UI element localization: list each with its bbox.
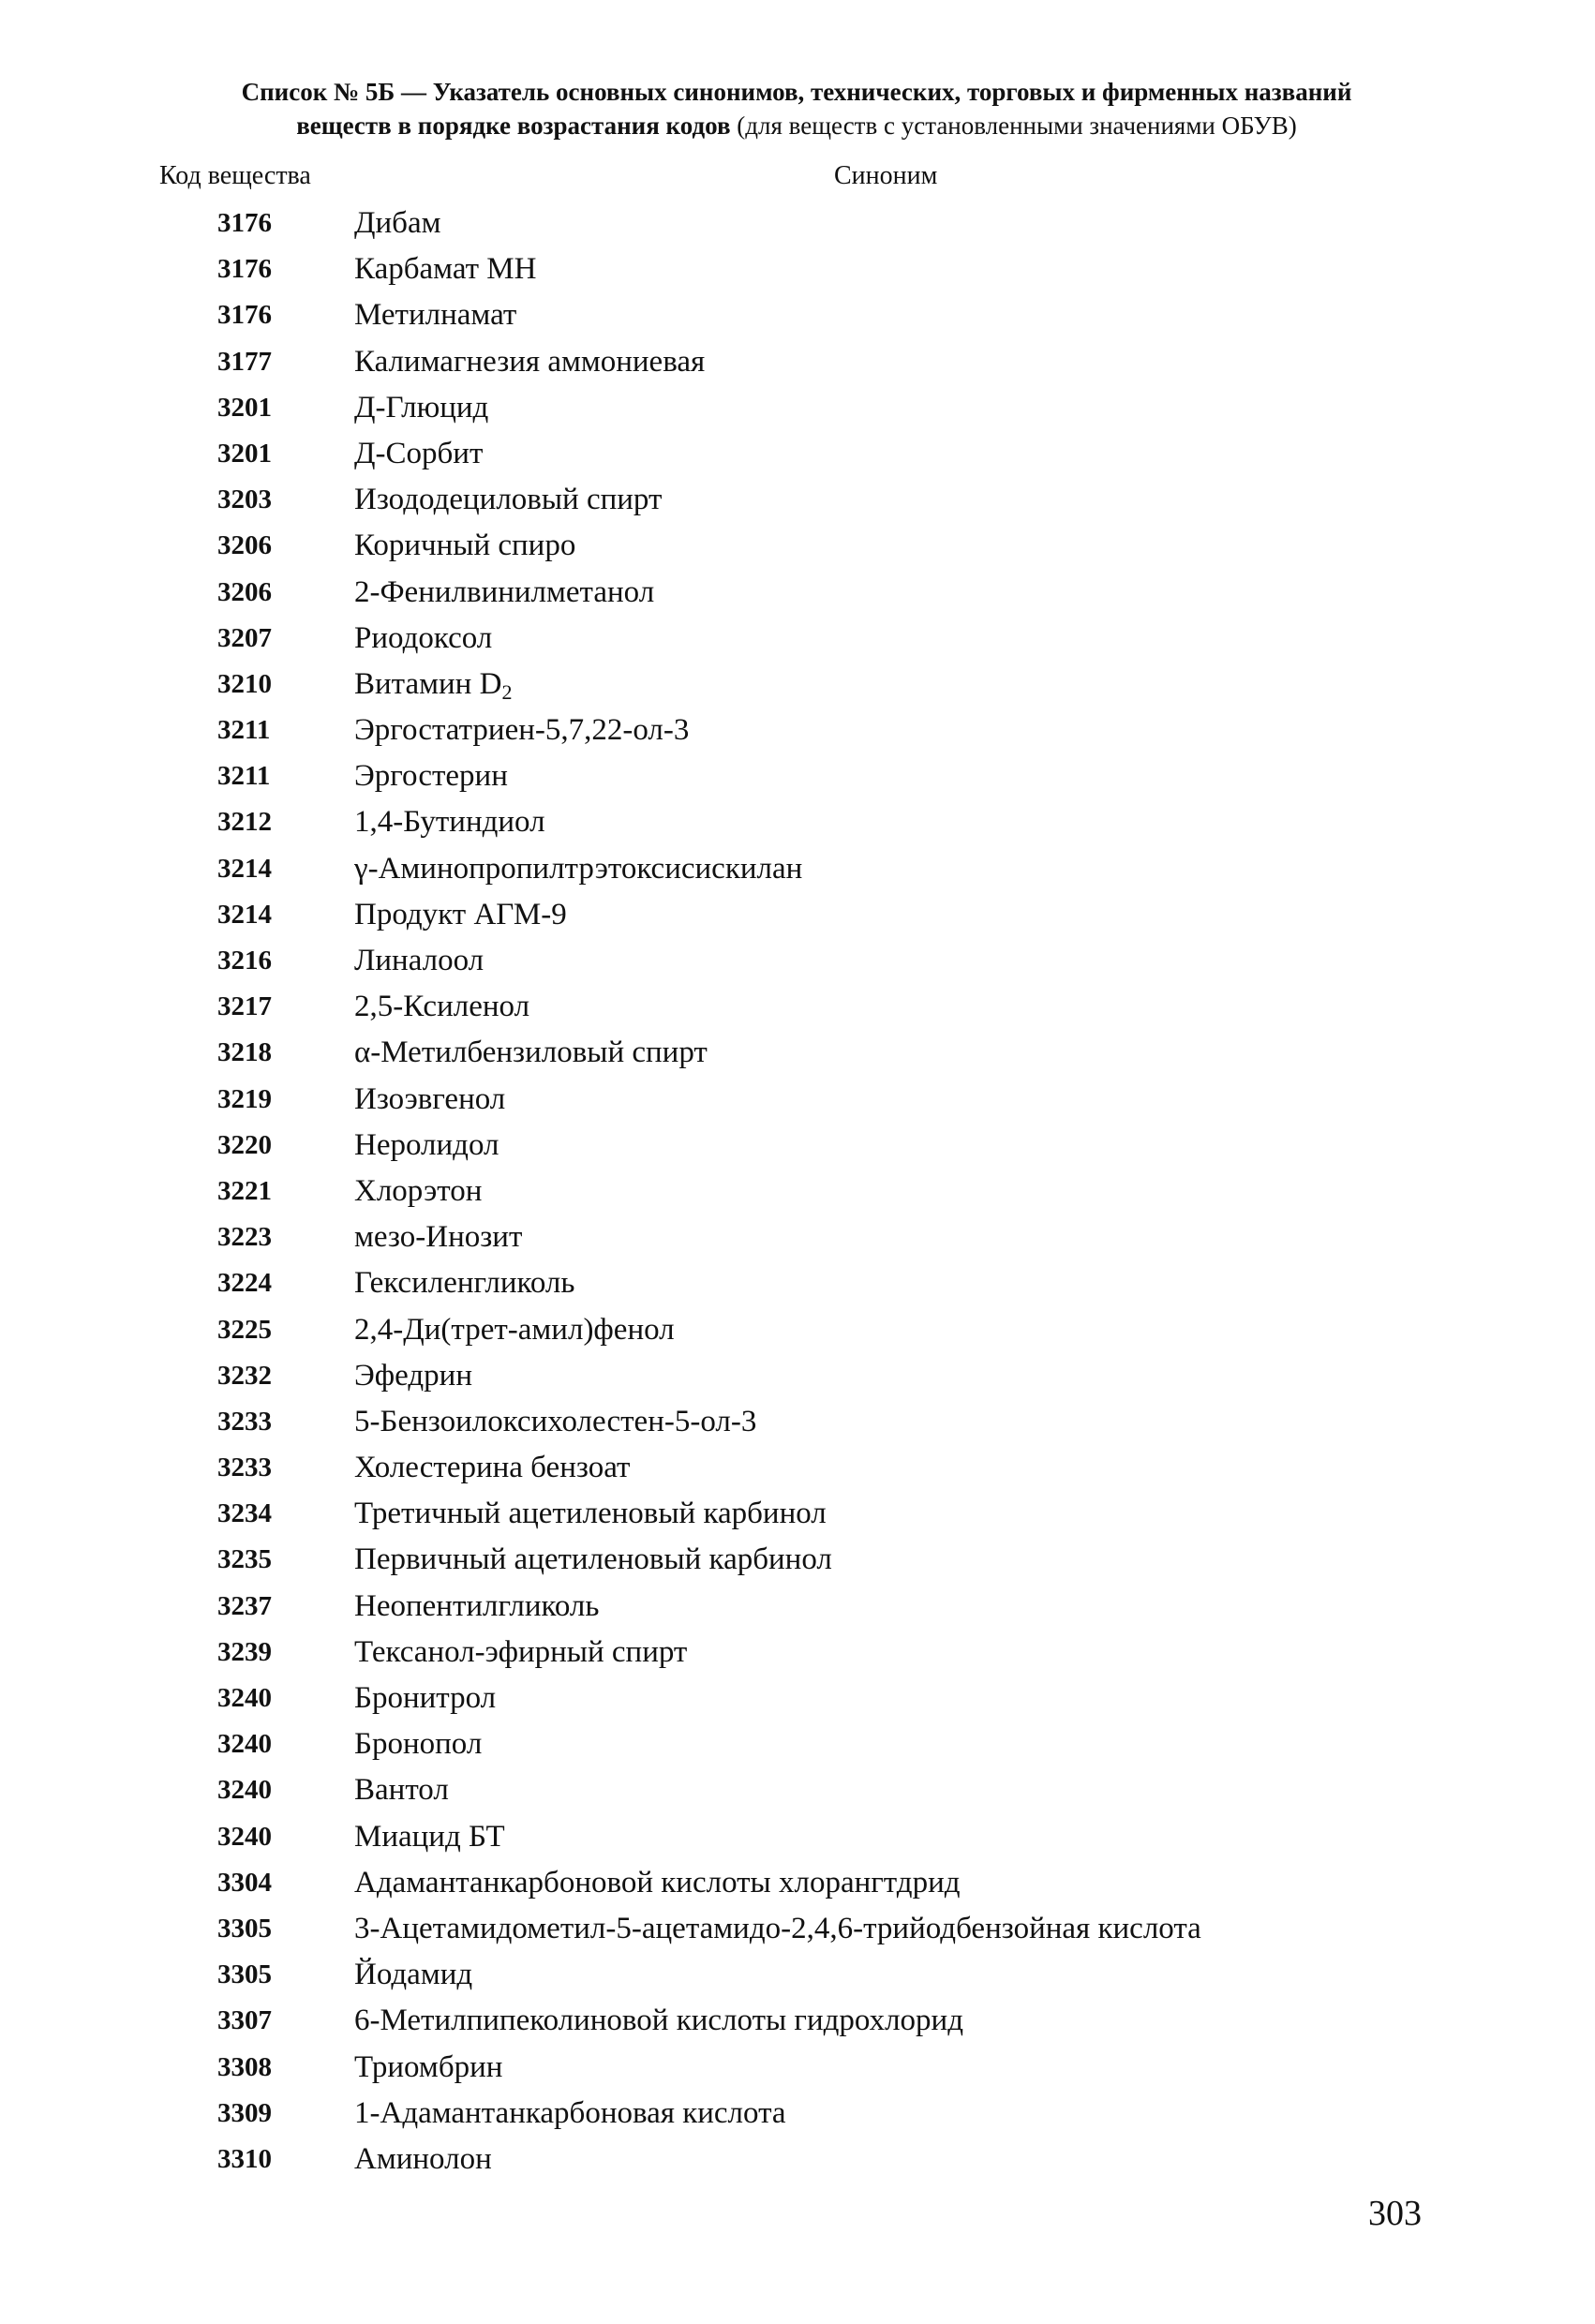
substance-code: 3212: [217, 807, 272, 838]
synonym-text: Третичный ацетиленовый карбинол: [354, 1497, 827, 1531]
synonym: [354, 1353, 472, 1399]
synonym: [354, 570, 654, 616]
synonym-table: [0, 201, 1595, 2182]
synonym: [354, 616, 492, 662]
substance-code: 3206: [217, 530, 272, 561]
table-row: [0, 1952, 1595, 1998]
table-row: [0, 1077, 1595, 1123]
synonym: [354, 1123, 499, 1169]
synonym-text: 2,5-Ксиленол: [354, 990, 530, 1024]
substance-code: 3201: [217, 392, 272, 423]
substance-code: 3211: [217, 761, 271, 792]
synonym-text: Тексанол-эфирный спирт: [354, 1634, 688, 1669]
table-row: [0, 662, 1595, 708]
table-row: [0, 1767, 1595, 1813]
synonym: [354, 201, 441, 246]
synonym-text: Первичный ацетиленовый карбинол: [354, 1542, 832, 1577]
heading-line-1: Список № 5Б — Указатель основных синонимов, технических, торговых и фирменных названий: [241, 78, 1352, 106]
substance-code: 3237: [217, 1590, 272, 1621]
table-row: [0, 1445, 1595, 1491]
substance-code: 3206: [217, 576, 272, 607]
table-row: [0, 1814, 1595, 1860]
synonym-text: Хлорэтон: [354, 1173, 483, 1208]
synonym: [354, 662, 512, 708]
substance-code: 3305: [217, 1959, 272, 1990]
synonym: [354, 1952, 472, 1998]
synonym-text: Линалоол: [354, 944, 484, 977]
table-row: [0, 431, 1595, 477]
table-row: [0, 1307, 1595, 1353]
synonym: [354, 1214, 522, 1260]
synonym: [354, 1445, 630, 1491]
table-row: [0, 1491, 1595, 1537]
table-row: [0, 339, 1595, 385]
synonym: [354, 1169, 482, 1214]
table-row: [0, 201, 1595, 246]
heading-line-2-rest: (для веществ с установленными значениями ОБУВ): [730, 112, 1297, 140]
synonym-text: α-Метилбензиловый спирт: [354, 1035, 708, 1070]
substance-code: 3217: [217, 991, 272, 1022]
table-row: [0, 1998, 1595, 2044]
synonym-text: 6-Метилпипеколиновой кислоты гидрохлорид: [354, 2004, 963, 2038]
table-row: [0, 708, 1595, 753]
substance-code: 3309: [217, 2097, 272, 2128]
substance-code: 3214: [217, 899, 272, 930]
synonym-text: Йодамид: [354, 1958, 473, 1992]
synonym: [354, 1537, 832, 1583]
table-row: [0, 2137, 1595, 2182]
substance-code: 3239: [217, 1636, 272, 1667]
column-header-synonym: Синоним: [834, 161, 938, 190]
synonym-text: Калимагнезия аммониевая: [354, 344, 706, 379]
substance-code: 3232: [217, 1360, 272, 1391]
synonym-text: Коричный спиро: [354, 529, 576, 563]
synonym: [354, 477, 662, 523]
synonym: [354, 1767, 449, 1813]
heading-line-2: [141, 109, 1453, 142]
synonym-text: 5-Бензоилоксихолестен-5-ол-3: [354, 1404, 757, 1438]
synonym-text: Вантол: [354, 1773, 449, 1808]
substance-code: 3211: [217, 715, 271, 746]
synonym: [354, 431, 483, 477]
substance-code: 3223: [217, 1222, 272, 1253]
substance-code: 3177: [217, 346, 272, 377]
synonym-text: Д-Сорбит: [354, 436, 484, 470]
substance-code: 3221: [217, 1175, 272, 1206]
heading-line-2-bold: веществ в порядке возрастания кодов: [296, 112, 731, 140]
table-row: [0, 1721, 1595, 1767]
substance-code: 3305: [217, 1913, 272, 1944]
synonym: [354, 2091, 786, 2137]
synonym: [354, 292, 516, 338]
table-row: [0, 385, 1595, 431]
substance-code: 3225: [217, 1314, 272, 1345]
substance-code: 3240: [217, 1683, 272, 1713]
synonym-text: Неролидол: [354, 1127, 499, 1162]
synonym: [354, 1998, 963, 2044]
synonym: [354, 708, 689, 753]
table-row: [0, 1214, 1595, 1260]
substance-code: 3203: [217, 484, 272, 515]
table-row: [0, 1030, 1595, 1076]
table-row: [0, 1260, 1595, 1306]
substance-code: 3207: [217, 622, 272, 653]
synonym: [354, 846, 802, 892]
synonym-text: Бронитрол: [354, 1681, 497, 1715]
synonym: [354, 1630, 687, 1676]
synonym: [354, 1721, 482, 1767]
synonym: [354, 1676, 496, 1721]
synonym-text: Эргостатриен-5,7,22-ол-3: [354, 713, 690, 748]
synonym: [354, 1906, 1201, 1952]
substance-code: 3216: [217, 946, 272, 976]
synonym-text: Миацид БТ: [354, 1819, 505, 1854]
synonym-text: Триомбрин: [354, 2049, 503, 2084]
table-row: [0, 477, 1595, 523]
table-row: [0, 1676, 1595, 1721]
synonym-text: Гексиленгликоль: [354, 1266, 575, 1301]
synonym-text: Аминолон: [354, 2141, 492, 2176]
substance-code: 3233: [217, 1406, 272, 1437]
substance-code: 3304: [217, 1867, 272, 1898]
table-row: [0, 1537, 1595, 1583]
table-row: [0, 892, 1595, 938]
substance-code: 3176: [217, 300, 272, 331]
substance-code: 3308: [217, 2051, 272, 2082]
column-header-code: Код вещества: [159, 161, 311, 190]
substance-code: 3224: [217, 1268, 272, 1299]
synonym: [354, 1860, 961, 1906]
substance-code: 3214: [217, 853, 272, 884]
synonym: [354, 339, 705, 385]
synonym: [354, 984, 529, 1030]
synonym-text: 2,4-Ди(трет-амил)фенол: [354, 1312, 675, 1347]
synonym: [354, 2137, 492, 2182]
table-row: [0, 292, 1595, 338]
table-row: [0, 984, 1595, 1030]
synonym-text: 3-Ацетамидометил-5-ацетамидо-2,4,6-трийодбензойная кислота: [354, 1911, 1201, 1945]
synonym: [354, 1077, 505, 1123]
synonym-text: Неопентилгликоль: [354, 1588, 600, 1623]
table-row: [0, 799, 1595, 845]
substance-code: 3240: [217, 1729, 272, 1760]
synonym: [354, 753, 508, 799]
synonym: [354, 799, 545, 845]
table-row: [0, 570, 1595, 616]
table-row: [0, 1353, 1595, 1399]
synonym-text: Продукт АГМ-9: [354, 897, 567, 931]
table-row: [0, 1630, 1595, 1676]
substance-code: 3310: [217, 2143, 272, 2174]
synonym-subscript: 2: [501, 679, 513, 704]
synonym-text: мезо-Инозит: [354, 1220, 523, 1255]
substance-code: 3219: [217, 1083, 272, 1114]
synonym-text: Метилнамат: [354, 298, 517, 333]
synonym: [354, 1491, 827, 1537]
synonym: [354, 2045, 502, 2091]
synonym: [354, 938, 484, 984]
table-row: [0, 523, 1595, 569]
table-row: [0, 1399, 1595, 1445]
substance-code: 3240: [217, 1775, 272, 1806]
substance-code: 3201: [217, 438, 272, 469]
synonym-text: Эргостерин: [354, 759, 508, 794]
synonym: [354, 246, 536, 292]
substance-code: 3176: [217, 254, 272, 285]
table-row: [0, 616, 1595, 662]
synonym-text: γ-Аминопропилтрэтоксисиcкилан: [354, 851, 803, 886]
table-row: [0, 1123, 1595, 1169]
page-number: 303: [1368, 2194, 1422, 2233]
table-row: [0, 938, 1595, 984]
synonym-text: 1-Адамантанкарбоновая кислота: [354, 2095, 786, 2130]
substance-code: 3234: [217, 1498, 272, 1529]
synonym: [354, 1030, 708, 1076]
synonym: [354, 1399, 756, 1445]
substance-code: 3233: [217, 1452, 272, 1483]
substance-code: 3176: [217, 208, 272, 238]
synonym: [354, 892, 567, 938]
substance-code: 3218: [217, 1037, 272, 1068]
synonym-text: Холестерина бензоат: [354, 1451, 631, 1485]
table-row: [0, 1584, 1595, 1630]
synonym: [354, 1307, 675, 1353]
table-row: [0, 2091, 1595, 2137]
table-row: [0, 2045, 1595, 2091]
table-row: [0, 1169, 1595, 1214]
substance-code: 3307: [217, 2005, 272, 2036]
synonym-text: Адамантанкарбоновой кислоты хлорангтдрид: [354, 1865, 961, 1899]
synonym-text: Изододециловый спирт: [354, 483, 663, 517]
synonym: [354, 523, 575, 569]
synonym-text: Карбамат МН: [354, 252, 537, 287]
substance-code: 3210: [217, 668, 272, 699]
table-row: [0, 1860, 1595, 1906]
table-row: [0, 846, 1595, 892]
synonym-text: Витамин D: [354, 666, 502, 701]
table-row: [0, 1906, 1595, 1952]
synonym: [354, 1814, 505, 1860]
synonym-text: Риодоксол: [354, 620, 493, 655]
column-headers: [0, 161, 1595, 195]
substance-code: 3235: [217, 1544, 272, 1575]
synonym-text: Изоэвгенол: [354, 1081, 506, 1116]
synonym-text: Эфедрин: [354, 1358, 472, 1393]
synonym: [354, 1584, 599, 1630]
synonym-text: Д-Глюцид: [354, 390, 489, 425]
synonym: [354, 1260, 574, 1306]
synonym-text: Дибам: [354, 206, 441, 240]
synonym-text: 2-Фенилвинилметанол: [354, 574, 655, 609]
table-row: [0, 246, 1595, 292]
synonym: [354, 385, 488, 431]
synonym-text: 1,4-Бутиндиол: [354, 805, 545, 840]
page-heading: [141, 75, 1453, 142]
table-row: [0, 753, 1595, 799]
substance-code: 3220: [217, 1129, 272, 1160]
synonym-text: Бронопол: [354, 1727, 483, 1762]
substance-code: 3240: [217, 1821, 272, 1852]
